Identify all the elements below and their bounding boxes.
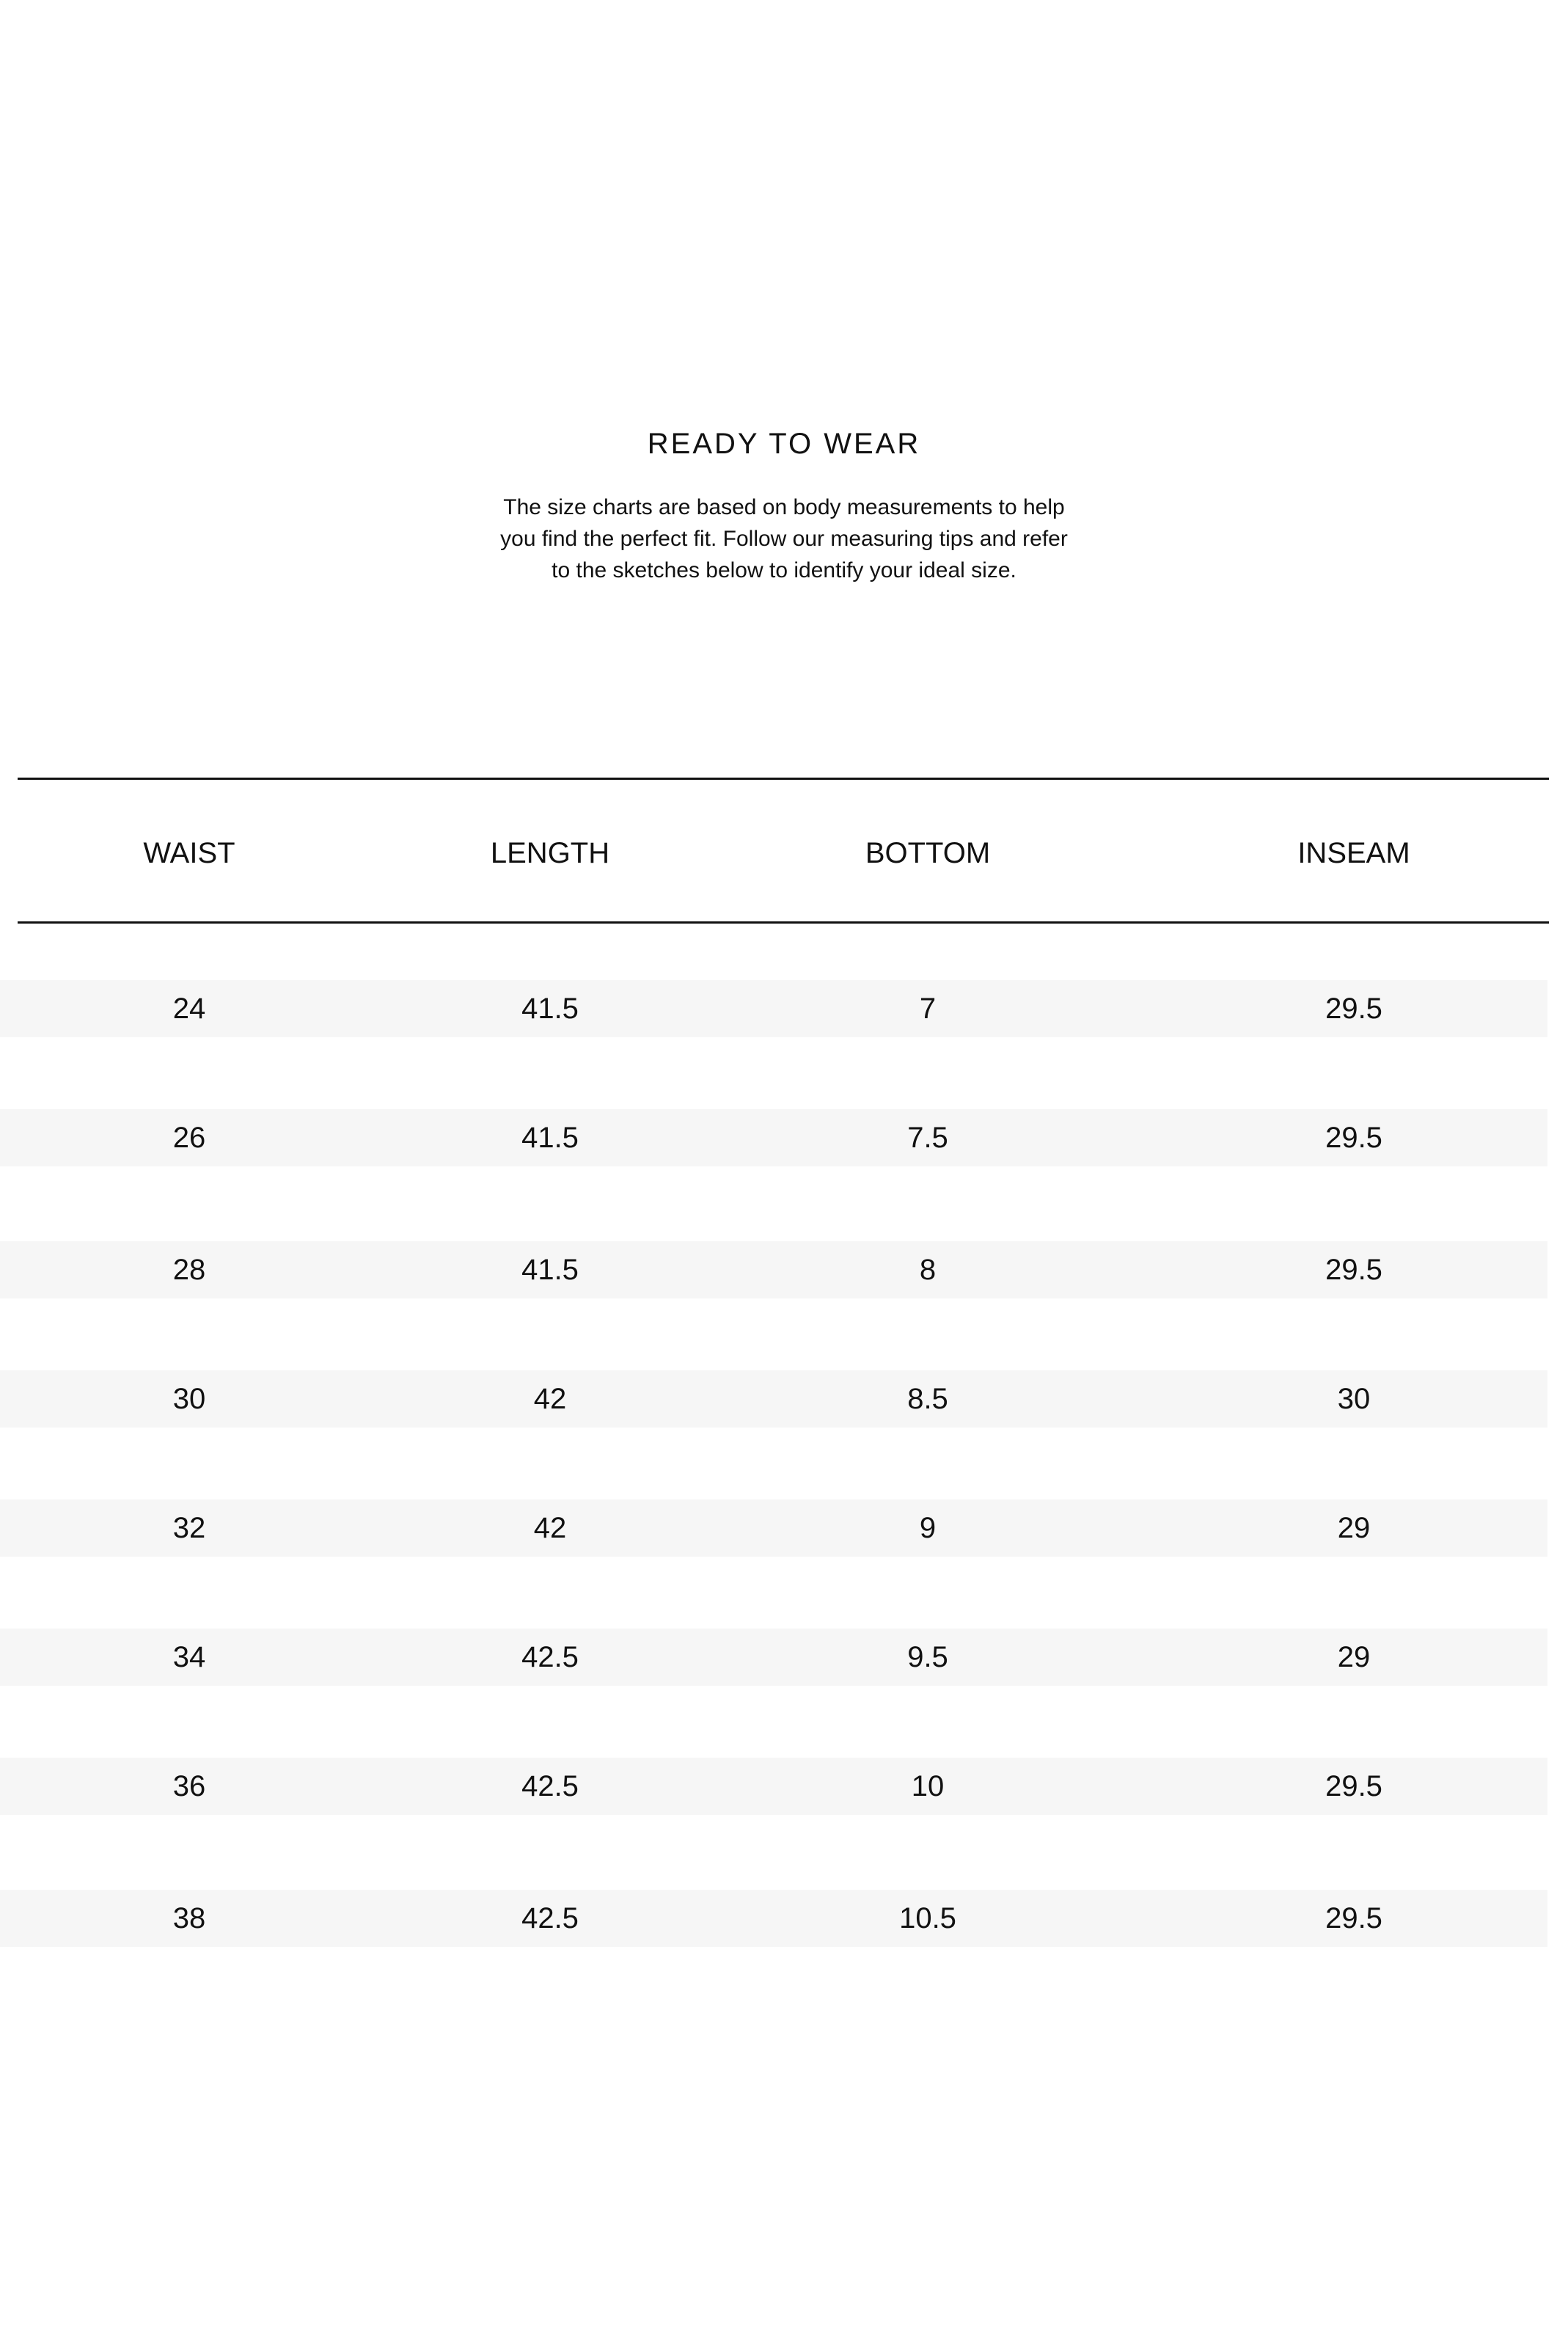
table-row <box>0 1629 1547 1686</box>
length-cell: 42 <box>533 1383 567 1415</box>
inseam-cell: 29 <box>1337 1641 1371 1673</box>
bottom-cell: 7.5 <box>907 1122 948 1154</box>
inseam-cell: 29.5 <box>1325 1902 1382 1934</box>
intro-line: The size charts are based on body measurements to help <box>503 495 1065 519</box>
waist-cell: 36 <box>172 1770 206 1802</box>
column-header-bottom: BOTTOM <box>865 837 991 869</box>
intro-line: to the sketches below to identify your ideal size. <box>552 558 1016 582</box>
bottom-cell: 10.5 <box>899 1902 956 1934</box>
table-row <box>0 1370 1547 1428</box>
page-title: READY TO WEAR <box>647 428 921 460</box>
bottom-cell: 7 <box>919 993 937 1025</box>
length-cell: 41.5 <box>521 993 579 1025</box>
waist-cell: 24 <box>172 993 206 1025</box>
length-cell: 42.5 <box>521 1770 579 1802</box>
length-cell: 41.5 <box>521 1254 579 1286</box>
column-header-inseam: INSEAM <box>1297 837 1410 869</box>
inseam-cell: 29.5 <box>1325 993 1382 1025</box>
table-header-rule <box>18 921 1549 924</box>
inseam-cell: 29.5 <box>1325 1254 1382 1286</box>
length-cell: 42.5 <box>521 1641 579 1673</box>
waist-cell: 30 <box>172 1383 206 1415</box>
bottom-cell: 8 <box>919 1254 937 1286</box>
inseam-cell: 29.5 <box>1325 1122 1382 1154</box>
waist-cell: 32 <box>172 1512 206 1544</box>
intro-text <box>476 492 1092 586</box>
bottom-cell: 8.5 <box>907 1383 948 1415</box>
waist-cell: 28 <box>172 1254 206 1286</box>
bottom-cell: 9 <box>919 1512 937 1544</box>
table-row <box>0 1890 1547 1947</box>
length-cell: 42.5 <box>521 1902 579 1934</box>
inseam-cell: 29.5 <box>1325 1770 1382 1802</box>
column-header-length: LENGTH <box>490 837 610 869</box>
waist-cell: 34 <box>172 1641 206 1673</box>
table-row <box>0 1241 1547 1298</box>
intro-line: you find the perfect fit. Follow our measuring tips and refer <box>500 527 1068 551</box>
column-header-waist: WAIST <box>143 837 235 869</box>
length-cell: 41.5 <box>521 1122 579 1154</box>
inseam-cell: 30 <box>1337 1383 1371 1415</box>
waist-cell: 26 <box>172 1122 206 1154</box>
bottom-cell: 9.5 <box>907 1641 948 1673</box>
table-row <box>0 1758 1547 1815</box>
page-header <box>0 411 1568 586</box>
table-row <box>0 980 1547 1037</box>
bottom-cell: 10 <box>911 1770 945 1802</box>
size-table-header <box>0 780 1568 921</box>
inseam-cell: 29 <box>1337 1512 1371 1544</box>
length-cell: 42 <box>533 1512 567 1544</box>
table-row <box>0 1499 1547 1557</box>
table-row <box>0 1109 1547 1166</box>
waist-cell: 38 <box>172 1902 206 1934</box>
